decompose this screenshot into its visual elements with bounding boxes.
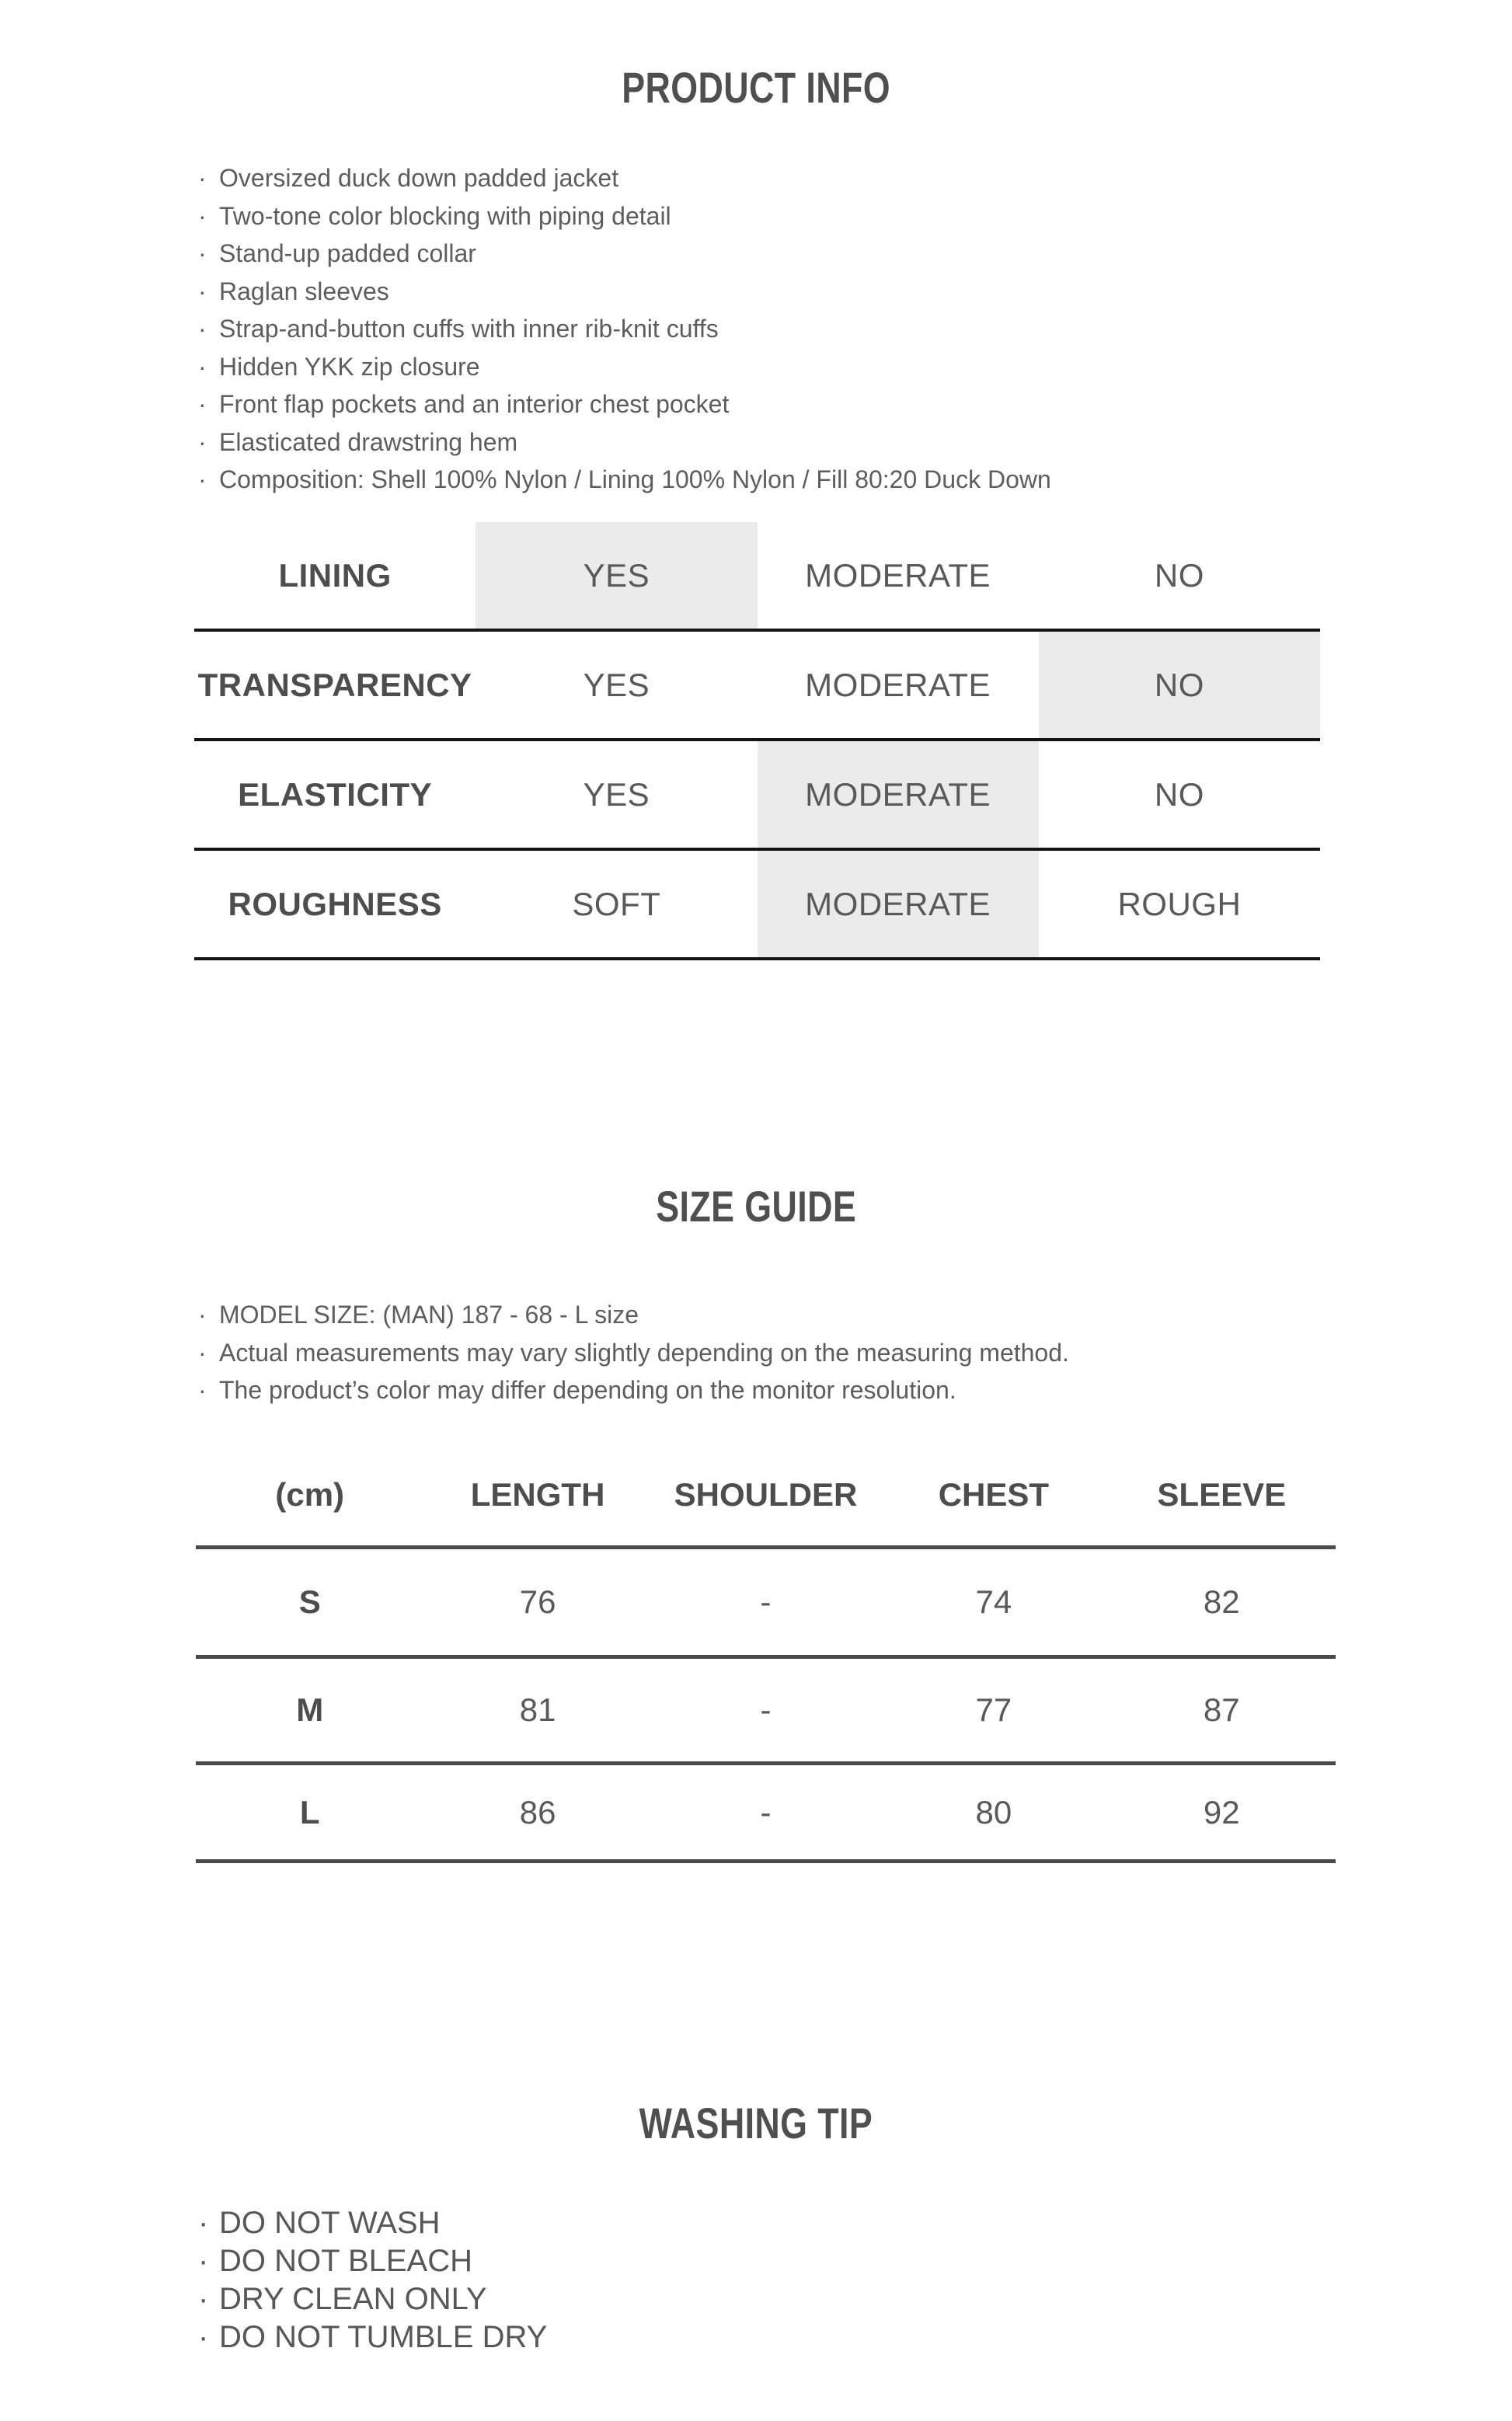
size-label: L <box>299 1793 320 1831</box>
size-guide-bullet-list <box>198 1296 1480 1409</box>
product-info-bullet-list <box>198 159 1480 499</box>
size-guide-bullet: · MODEL SIZE: (MAN) 187 - 68 - L size <box>198 1296 1480 1334</box>
spec-option-cell: YES <box>583 775 650 813</box>
spec-option-cell: YES <box>583 666 650 703</box>
size-row-l <box>196 1765 1336 1863</box>
size-table-header-row <box>196 1444 1336 1549</box>
size-chart-table <box>196 1444 1336 1863</box>
size-value: - <box>760 1583 772 1620</box>
size-col-header-shoulder: SHOULDER <box>674 1475 858 1513</box>
spec-row-transparency <box>194 632 1320 741</box>
size-label: S <box>298 1583 321 1620</box>
washing-tip-bullet: · DO NOT TUMBLE DRY <box>198 2318 1480 2357</box>
spec-row-lining <box>194 522 1320 632</box>
spec-option-cell: NO <box>1039 632 1320 738</box>
spec-option-cell: ROUGH <box>1117 885 1242 922</box>
product-info-bullet: · Elasticated drawstring hem <box>198 423 1480 462</box>
product-info-bullet: · Two-tone color blocking with piping detail <box>198 197 1480 235</box>
spec-row-elasticity <box>194 741 1320 851</box>
size-col-header-sleeve: SLEEVE <box>1157 1475 1287 1513</box>
size-value: 80 <box>975 1793 1012 1831</box>
product-info-title-text: PRODUCT INFO <box>622 63 890 112</box>
size-row-s <box>196 1549 1336 1659</box>
spec-option-cell: MODERATE <box>805 556 991 594</box>
size-value: 92 <box>1203 1793 1240 1831</box>
spec-option-cell: MODERATE <box>805 666 991 703</box>
spec-option-cell: MODERATE <box>758 741 1039 848</box>
product-info-bullet: · Raglan sleeves <box>198 273 1480 311</box>
product-info-bullet: · Hidden YKK zip closure <box>198 348 1480 386</box>
size-guide-title <box>0 1182 1512 1240</box>
spec-option-cell: MODERATE <box>758 851 1039 957</box>
washing-tip-bullet: · DRY CLEAN ONLY <box>198 2280 1480 2318</box>
product-info-bullet: · Stand-up padded collar <box>198 235 1480 273</box>
size-value: 81 <box>519 1691 556 1728</box>
size-value: 86 <box>519 1793 556 1831</box>
size-value: 77 <box>975 1691 1012 1728</box>
washing-tip-title <box>0 2099 1512 2157</box>
product-info-bullet: · Front flap pockets and an interior chest pocket <box>198 385 1480 423</box>
spec-row-label: ROUGHNESS <box>228 885 442 922</box>
spec-option-cell: NO <box>1154 775 1204 813</box>
washing-tip-title-text: WASHING TIP <box>639 2099 873 2148</box>
spec-row-label: LINING <box>278 556 392 594</box>
size-row-m <box>196 1659 1336 1765</box>
size-value: - <box>760 1793 772 1831</box>
size-guide-title-text: SIZE GUIDE <box>656 1182 856 1231</box>
product-info-title <box>0 63 1512 121</box>
size-value: 82 <box>1203 1583 1240 1620</box>
spec-row-label: ELASTICITY <box>238 775 433 813</box>
size-col-header-chest: CHEST <box>938 1475 1050 1513</box>
size-guide-bullet: · Actual measurements may vary slightly depending on the measuring method. <box>198 1334 1480 1372</box>
size-value: 76 <box>519 1583 556 1620</box>
washing-tip-bullet: · DO NOT WASH <box>198 2204 1480 2242</box>
size-value: 74 <box>975 1583 1012 1620</box>
spec-option-cell: NO <box>1154 556 1204 594</box>
spec-row-roughness <box>194 851 1320 960</box>
product-info-bullet: · Strap-and-button cuffs with inner rib-knit cuffs <box>198 310 1480 348</box>
size-value: 87 <box>1203 1691 1240 1728</box>
spec-option-cell: SOFT <box>572 885 661 922</box>
product-info-bullet: · Oversized duck down padded jacket <box>198 159 1480 197</box>
washing-tip-bullet: · DO NOT BLEACH <box>198 2242 1480 2280</box>
spec-row-label: TRANSPARENCY <box>197 666 472 703</box>
spec-option-cell: YES <box>476 522 757 629</box>
size-label: M <box>296 1691 324 1728</box>
washing-tip-bullet-list <box>198 2204 1480 2357</box>
size-guide-bullet: · The product’s color may differ depending on the monitor resolution. <box>198 1371 1480 1409</box>
size-col-header-length: LENGTH <box>470 1475 605 1513</box>
size-value: - <box>760 1691 772 1728</box>
product-info-bullet: · Composition: Shell 100% Nylon / Lining 100% Nylon / Fill 80:20 Duck Down <box>198 461 1480 499</box>
fabric-spec-table <box>194 522 1320 960</box>
size-col-header-cm: (cm) <box>275 1475 345 1513</box>
